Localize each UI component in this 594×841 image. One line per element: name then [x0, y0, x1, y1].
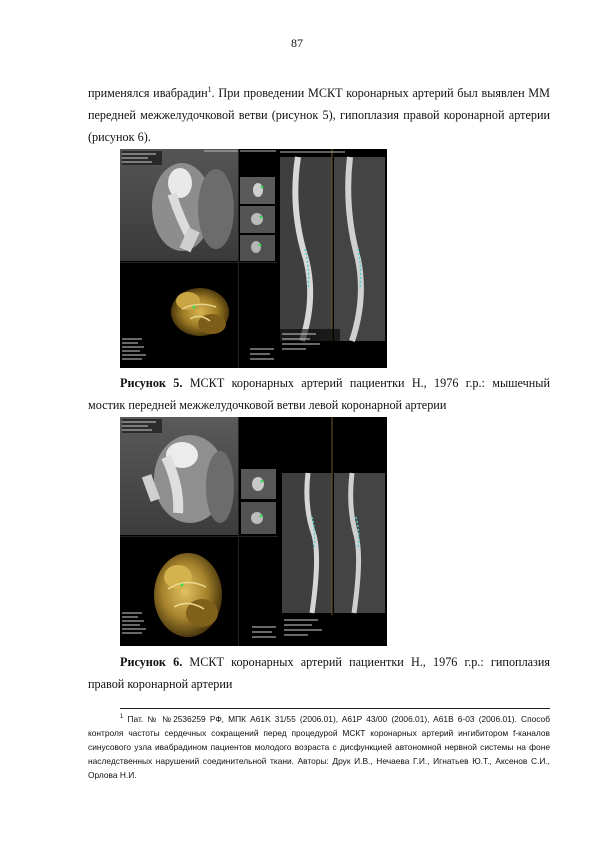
figure-5-ct-image: [120, 149, 387, 368]
paragraph-text-start: применялся ивабрадин: [88, 86, 208, 100]
footnote-number: 1: [120, 714, 124, 721]
figure-6-caption: [88, 651, 550, 695]
body-paragraph: [88, 82, 550, 148]
figure-5-caption: [88, 372, 550, 416]
figure-6-label: Рисунок 6.: [120, 655, 183, 669]
footnote-text: Пат. № №2536259 РФ, МПК A61K 31/55 (2006.01), A61P 43/00 (2006.01), A61B 6-03 (2006.01). Способ контроля частоты сердечных сокращений перед процедурой МСКТ коронарных артерий ингибитором f-каналов синусового узла ивабрадином пациентов молодого возраста с дисфункцией автономной нервной системы на фоне наследственных нарушений соединительной ткани. Авторы: Друк И.В., Нечаева Г.И., Игнатьев Ю.Т., Аксенов С.И., Орлова Н.И.: [88, 714, 550, 780]
footnote: [88, 712, 550, 782]
footnote-reference: 1: [207, 84, 212, 94]
paragraph-text-end: . При проведении МСКТ коронарных артерий был выявлен ММ передней межжелудочковой ветви (рисунок 5), гипоплазия правой коронарной артерии (рисунок 6).: [88, 86, 550, 144]
footnote-divider: [120, 708, 550, 709]
page-number: 87: [291, 36, 303, 50]
figure-5-caption-text: МСКТ коронарных артерий пациентки Н., 1976 г.р.: мышечный мостик передней межжелудочковой ветви левой коронарной артерии: [88, 376, 550, 412]
figure-6-caption-text: МСКТ коронарных артерий пациентки Н., 1976 г.р.: гипоплазия правой коронарной артерии: [88, 655, 551, 691]
figure-5-ct-scan: [120, 149, 387, 368]
figure-6-ct-image: [120, 417, 387, 646]
footnote-paragraph: [88, 712, 550, 782]
figure-5-label: Рисунок 5.: [120, 376, 183, 390]
figure-6-ct-scan: [120, 417, 387, 646]
